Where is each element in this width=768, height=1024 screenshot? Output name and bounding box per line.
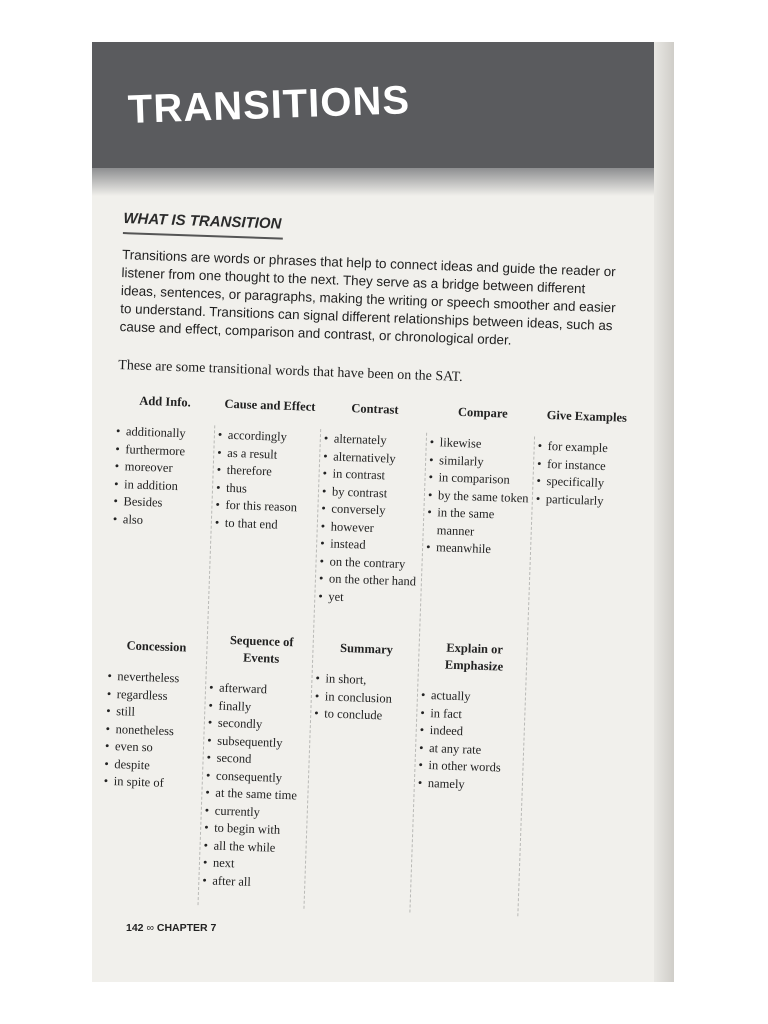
word-list <box>215 426 321 534</box>
list-item: • afterward <box>209 679 312 700</box>
page-body <box>92 42 674 982</box>
list-item: • by contrast <box>322 483 423 504</box>
list-item: • Besides <box>113 493 210 514</box>
intro-paragraph: Transitions are words or phrases that help to connect ideas and guide the reader or listener from one thought to the next. They serve as a bridge between different ideas, sentences, or paragraphs, making the writing or speech smoother and easier to understand. Transitions can signal different relationships between ideas, such as cause and effect, comparison and contrast, or chronological order. <box>119 247 616 348</box>
list-item: • accordingly <box>218 426 321 447</box>
column-heading: Cause and Effect <box>224 396 316 414</box>
list-item: • secondly <box>208 714 311 735</box>
list-item: • similarly <box>429 451 534 472</box>
list-item: • even so <box>105 738 202 759</box>
list-item: • likewise <box>429 434 534 455</box>
list-item: • consequently <box>206 767 309 788</box>
column-heading: Give Examples <box>546 407 628 425</box>
list-item: • specifically <box>536 473 633 494</box>
list-item: • in spite of <box>103 773 200 794</box>
list-item: • in conclusion <box>315 688 416 709</box>
list-item: • yet <box>318 588 419 609</box>
column-contrast <box>318 399 425 608</box>
list-item: • in fact <box>420 704 525 725</box>
list-item: • actually <box>421 687 526 708</box>
list-item: • to conclude <box>314 705 415 726</box>
list-item: • still <box>106 703 203 724</box>
list-item: • in the same manner <box>426 504 531 543</box>
list-item: • at any rate <box>419 739 524 760</box>
list-item: • in other words <box>418 757 523 778</box>
list-item: • namely <box>418 774 523 795</box>
list-item: • as a result <box>217 444 320 465</box>
column-heading: Add Info. <box>139 393 191 410</box>
chapter-label: CHAPTER 7 <box>156 922 217 934</box>
column-give-examples <box>536 407 635 511</box>
word-list <box>536 438 634 511</box>
word-list <box>103 668 203 794</box>
list-item: • for this reason <box>215 496 318 517</box>
list-item: • by the same token <box>428 486 533 507</box>
list-item: • meanwhile <box>426 539 531 560</box>
column-heading: Concession <box>126 638 187 655</box>
column-explain-emphasize <box>418 639 527 796</box>
list-item: • moreover <box>114 458 211 479</box>
page-title: TRANSITIONS <box>127 78 411 132</box>
column-compare <box>426 403 535 560</box>
list-item: • therefore <box>216 461 319 482</box>
lead-sentence: These are some transitional words that have been on the SAT. <box>118 357 463 385</box>
list-item: • for instance <box>537 455 634 476</box>
word-list <box>318 430 424 608</box>
column-heading: Summary <box>339 640 394 657</box>
infinity-separator-icon: ∞ <box>146 922 154 934</box>
list-item: • to that end <box>215 514 318 535</box>
list-item: • in short, <box>315 670 416 691</box>
list-item: • on the contrary <box>319 553 420 574</box>
column-heading: Compare <box>457 404 508 421</box>
list-item: • indeed <box>419 722 524 743</box>
list-item: • in comparison <box>428 469 533 490</box>
list-item: • on the other hand <box>319 570 420 591</box>
word-list <box>314 670 416 726</box>
list-item: • all the while <box>203 837 306 858</box>
list-item: • also <box>113 510 210 531</box>
word-list <box>202 679 311 892</box>
column-heading: Sequence of Events <box>229 633 294 666</box>
column-add-info <box>113 392 214 531</box>
list-item: • however <box>320 518 421 539</box>
list-item: • furthermore <box>115 440 212 461</box>
column-summary <box>314 635 417 726</box>
list-item: • in contrast <box>322 465 423 486</box>
list-item: • thus <box>216 479 319 500</box>
list-item: • to begin with <box>204 819 307 840</box>
list-item: • subsequently <box>207 732 310 753</box>
list-item: • nonetheless <box>105 720 202 741</box>
column-heading: Contrast <box>351 401 399 417</box>
list-item: • conversely <box>321 500 422 521</box>
column-cause-effect <box>215 396 322 535</box>
list-item: • after all <box>202 872 305 893</box>
list-item: • second <box>206 749 309 770</box>
list-item: • particularly <box>536 490 633 511</box>
page-footer <box>126 922 216 934</box>
list-item: • regardless <box>107 685 204 706</box>
list-item: • currently <box>205 802 308 823</box>
list-item: • next <box>203 854 306 875</box>
list-item: • alternately <box>324 430 425 451</box>
list-item: • despite <box>104 755 201 776</box>
word-list <box>426 434 534 560</box>
word-list <box>418 687 526 796</box>
list-item: • in addition <box>114 475 211 496</box>
list-item: • finally <box>208 697 311 718</box>
column-sequence-of-events <box>202 631 313 892</box>
list-item: • alternatively <box>323 448 424 469</box>
list-item: • instead <box>320 535 421 556</box>
column-heading: Explain or Emphasize <box>444 640 504 674</box>
list-item: • additionally <box>116 423 213 444</box>
heading-underline <box>123 232 283 240</box>
column-concession <box>103 628 205 794</box>
list-item: • at the same time <box>205 784 308 805</box>
list-item: • for example <box>537 438 634 459</box>
section-heading: WHAT IS TRANSITION <box>123 210 282 233</box>
list-item: • nevertheless <box>107 668 204 689</box>
page-number: 142 <box>126 922 144 934</box>
word-list <box>113 423 213 531</box>
book-page <box>92 42 674 982</box>
